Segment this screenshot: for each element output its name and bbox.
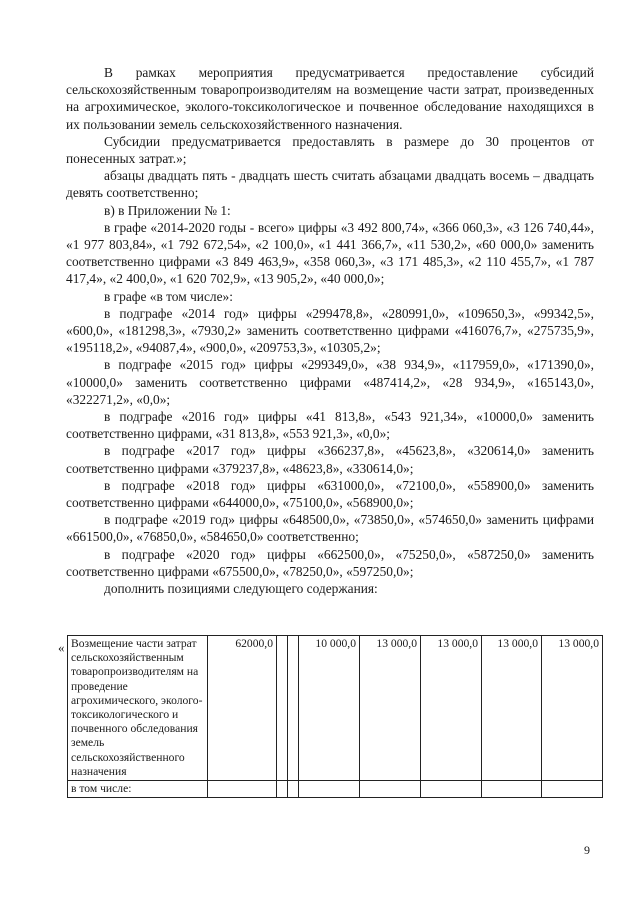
- paragraph-2016: в подграфе «2016 год» цифры «41 813,8», «543 921,34», «10000,0» заменить соответственно цифрами, «31 813,8», «553 921,3», «0,0»;: [66, 409, 594, 442]
- table-open-quote: «: [58, 640, 65, 655]
- empty-cell: [360, 781, 421, 798]
- year-2015-cell: 13 000,0: [360, 636, 421, 781]
- paragraph-2014: в подграфе «2014 год» цифры «299478,8», «280991,0», «109650,3», «99342,5», «600,0», «181298,3», «7930,2» заменить соответственно цифрами «416076,7», «275735,9», «195118,2», «94087,4», «900,0», «209753,3», «10305,2»;: [66, 305, 594, 356]
- year-2014-cell: 10 000,0: [299, 636, 360, 781]
- paragraph-measure-description: В рамках мероприятия предусматривается предоставление субсидий сельскохозяйственным товаропроизводителям на возмещение части затрат, произведенных на агрохимическое, эколого-токсикологическое и почвенное обследование находящихся в их пользовании земель сельскохозяйственного назначения.: [66, 65, 594, 132]
- positions-table: [67, 635, 603, 798]
- empty-cell: [421, 781, 482, 798]
- year-2017-cell: 13 000,0: [482, 636, 542, 781]
- empty-cell: [208, 781, 277, 798]
- total-cell: 62000,0: [208, 636, 277, 781]
- empty-cell: [288, 781, 299, 798]
- table-row: [68, 781, 603, 798]
- empty-cell: [277, 781, 288, 798]
- page-number: 9: [584, 843, 590, 857]
- empty-cell: [299, 781, 360, 798]
- paragraph-total-column: в графе «2014-2020 годы - всего» цифры «3 492 800,74», «366 060,3», «3 126 740,44», «1 977 803,84», «1 792 672,54», «2 100,0», «1 441 366,7», «11 530,2», «60 000,0» заменить соответственно цифрами «3 849 463,9», «358 060,3», «3 171 485,3», «2 110 455,7», «1 787 417,4», «2 400,0», «1 620 702,9», «13 905,2», «40 000,0»;: [66, 219, 594, 287]
- empty-cell: [482, 781, 542, 798]
- empty-cell: [277, 636, 288, 781]
- year-2016-cell: 13 000,0: [421, 636, 482, 781]
- empty-cell: [288, 636, 299, 781]
- paragraph-2019: в подграфе «2019 год» цифры «648500,0», «73850,0», «574650,0» заменить цифрами «661500,0», «76850,0», «584650,0» соответственно;: [66, 512, 594, 545]
- paragraph-2017: в подграфе «2017 год» цифры «366237,8», «45623,8», «320614,0» заменить соответственно цифрами «379237,8», «48623,8», «330614,0»;: [66, 443, 594, 476]
- paragraph-2015: в подграфе «2015 год» цифры «299349,0», «38 934,9», «117959,0», «171390,0», «10000,0» заменить соответственно цифрами «487414,2», «28 934,9», «165143,0», «322271,2», «0,0»;: [66, 357, 594, 407]
- paragraph-2020: в подграфе «2020 год» цифры «662500,0», «75250,0», «587250,0» заменить соответственно цифрами «675500,0», «78250,0», «597250,0»;: [66, 546, 594, 579]
- including-label-cell: в том числе:: [68, 781, 208, 798]
- empty-cell: [542, 781, 603, 798]
- paragraph-2018: в подграфе «2018 год» цифры «631000,0», «72100,0», «558900,0» заменить соответственно цифрами «644000,0», «75100,0», «568900,0»;: [66, 477, 594, 511]
- year-2018-cell: 13 000,0: [542, 636, 603, 781]
- body-text: [66, 64, 594, 597]
- table-row: [68, 636, 603, 781]
- paragraph-renumbering: абзацы двадцать пять - двадцать шесть считать абзацами двадцать восемь – двадцать девять соответственно;: [66, 168, 594, 201]
- paragraph-subsidy-rate: Субсидии предусматривается предоставлять в размере до 30 процентов от понесенных затрат.»;: [66, 133, 594, 167]
- paragraph-including-column: в графе «в том числе»:: [104, 288, 233, 304]
- position-name-cell: Возмещение части затрат сельскохозяйственным товаропроизводителям на проведение агрохимического, эколого-токсикологического и почвенного обследования земель сельскохозяйственного назначения: [68, 636, 208, 781]
- paragraph-appendix-heading: в) в Приложении № 1:: [104, 202, 231, 218]
- paragraph-add-positions: дополнить позициями следующего содержания:: [104, 581, 378, 597]
